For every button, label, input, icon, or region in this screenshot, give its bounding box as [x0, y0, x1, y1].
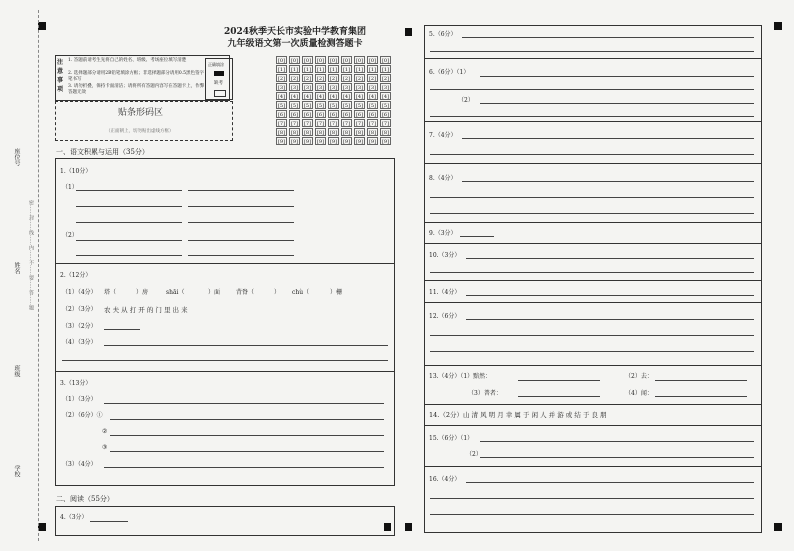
registration-mark-bottom-right	[774, 523, 782, 531]
right-sep	[424, 163, 762, 164]
side-label-class: 班级	[13, 365, 20, 377]
exam-number-bubble[interactable]: [0]	[381, 58, 390, 64]
q1-blank	[76, 222, 182, 223]
right-sep	[424, 404, 762, 405]
q3-part-3: （3）（4分）	[62, 461, 97, 468]
exam-number-bubble[interactable]: [1]	[368, 67, 377, 73]
exam-number-bubble[interactable]: [0]	[316, 58, 325, 64]
q3-blank	[110, 419, 384, 420]
q2-item: ）面	[208, 289, 221, 296]
exam-number-bubble[interactable]: [6]	[303, 112, 312, 118]
q2-blank	[104, 329, 140, 330]
exam-number-bubble[interactable]: [9]	[342, 139, 351, 145]
q13-part-3: （3）普者：	[468, 390, 502, 397]
q6-blank	[480, 103, 754, 104]
exam-number-bubble[interactable]: [0]	[290, 58, 299, 64]
notice-line-2: 2. 选择题部分请用2B铅笔填涂方框；非选择题部分请用0.5黑色签字笔书写	[68, 71, 205, 82]
section-1-title: 一、语文积累与运用（35分）	[56, 148, 149, 156]
q3-part-2b: ②	[102, 428, 108, 435]
exam-number-bubble[interactable]: [8]	[290, 130, 299, 136]
exam-number-bubble[interactable]: [4]	[381, 94, 390, 100]
exam-number-bubble[interactable]: [5]	[355, 103, 364, 109]
exam-number-column	[302, 56, 314, 146]
exam-number-bubble[interactable]: [7]	[381, 121, 390, 127]
q2-blank	[62, 360, 388, 361]
q1-blank	[188, 190, 294, 191]
barcode-hint: （正面朝上，切勿贴出虚线方框）	[106, 129, 174, 134]
exam-number-bubble[interactable]: [7]	[329, 121, 338, 127]
exam-number-bubble[interactable]: [5]	[303, 103, 312, 109]
exam-number-bubble[interactable]: [6]	[316, 112, 325, 118]
exam-number-bubble[interactable]: [5]	[329, 103, 338, 109]
q3-blank	[104, 467, 384, 468]
q12-blank	[430, 335, 754, 336]
notice-box	[55, 55, 230, 101]
registration-mark-top-right	[774, 22, 782, 30]
exam-number-bubble[interactable]: [6]	[329, 112, 338, 118]
q3-blank	[104, 403, 384, 404]
q2-item: ）	[274, 289, 281, 296]
exam-number-bubble[interactable]: [3]	[329, 85, 338, 91]
q15-blank	[480, 441, 754, 442]
exam-number-bubble[interactable]: [4]	[303, 94, 312, 100]
exam-number-bubble[interactable]: [7]	[290, 121, 299, 127]
q13-part-2: （2）去：	[625, 373, 653, 380]
exam-number-bubble[interactable]: [9]	[277, 139, 286, 145]
normal-fill-sample	[214, 71, 224, 76]
q6-blank	[480, 76, 754, 77]
q11-label: 11.（4分）	[429, 289, 461, 296]
left-sep-2	[55, 371, 395, 372]
exam-number-bubble[interactable]: [2]	[368, 76, 377, 82]
exam-number-bubble[interactable]: [1]	[290, 67, 299, 73]
q2-item: ）栅	[330, 289, 343, 296]
exam-number-bubble[interactable]: [5]	[342, 103, 351, 109]
absent-label: 缺考	[214, 81, 223, 86]
q8-blank	[462, 181, 754, 182]
exam-number-bubble[interactable]: [3]	[277, 85, 286, 91]
q4-blank	[90, 521, 128, 522]
exam-number-bubble[interactable]: [9]	[290, 139, 299, 145]
q1-blank	[188, 255, 294, 256]
q10-blank	[430, 272, 754, 273]
exam-number-bubble[interactable]: [3]	[355, 85, 364, 91]
exam-number-bubble[interactable]: [1]	[277, 67, 286, 73]
exam-number-column	[276, 56, 288, 146]
side-label-name: 姓名	[13, 262, 20, 274]
notice-line-3: 3. 请勿折叠，保持卡面清洁；请将所有答题内容写在答题卡上，作弊答题无效	[68, 84, 205, 95]
q5-blank	[462, 37, 754, 38]
right-sep	[424, 243, 762, 244]
q4-label: 4.（3分）	[60, 514, 88, 521]
exam-number-bubble[interactable]: [2]	[342, 76, 351, 82]
q6-blank	[430, 89, 754, 90]
exam-number-bubble[interactable]: [1]	[381, 67, 390, 73]
exam-number-bubble[interactable]: [2]	[316, 76, 325, 82]
exam-number-bubble[interactable]: [4]	[355, 94, 364, 100]
q13-blank	[518, 380, 600, 381]
q12-blank	[430, 351, 754, 352]
section-2-title: 二、阅读（55分）	[56, 495, 114, 503]
q2-part-2-text: 农 夫 从 打 开 的 门 里 出 来	[104, 306, 188, 314]
exam-number-bubble[interactable]: [6]	[290, 112, 299, 118]
exam-number-bubble[interactable]: [9]	[303, 139, 312, 145]
exam-number-bubble[interactable]: [8]	[355, 130, 364, 136]
q8-blank	[430, 213, 754, 214]
exam-number-bubble[interactable]: [7]	[277, 121, 286, 127]
q9-label: 9.（3分）	[429, 230, 457, 237]
q7-label: 7.（4分）	[429, 132, 457, 139]
exam-number-bubble[interactable]: [0]	[342, 58, 351, 64]
exam-number-bubble[interactable]: [5]	[277, 103, 286, 109]
exam-number-column	[289, 56, 301, 146]
exam-number-bubble[interactable]: [0]	[277, 58, 286, 64]
exam-number-bubble[interactable]: [4]	[316, 94, 325, 100]
exam-number-bubble[interactable]: [8]	[303, 130, 312, 136]
exam-number-bubble[interactable]: [4]	[329, 94, 338, 100]
q8-label: 8.（4分）	[429, 175, 457, 182]
q10-blank	[466, 258, 754, 259]
left-answer-box-1	[55, 158, 395, 486]
exam-number-bubble[interactable]: [5]	[290, 103, 299, 109]
exam-number-bubble[interactable]: [0]	[355, 58, 364, 64]
exam-number-bubble[interactable]: [8]	[329, 130, 338, 136]
exam-number-bubble[interactable]: [3]	[368, 85, 377, 91]
binding-line	[38, 10, 39, 541]
exam-number-column	[380, 56, 392, 146]
q10-label: 10.（3分）	[429, 252, 461, 259]
exam-number-bubble[interactable]: [3]	[342, 85, 351, 91]
exam-number-bubble[interactable]: [7]	[303, 121, 312, 127]
right-sep	[424, 425, 762, 426]
exam-number-bubble[interactable]: [4]	[342, 94, 351, 100]
q12-label: 12.（6分）	[429, 313, 461, 320]
q6-blank	[430, 116, 754, 117]
q15-label: 15.（6分）（1）	[429, 435, 474, 442]
exam-number-bubble[interactable]: [9]	[368, 139, 377, 145]
exam-number-bubble[interactable]: [1]	[342, 67, 351, 73]
q13-blank	[655, 396, 747, 397]
q1-part-2: （2）	[62, 232, 78, 239]
q7-blank	[462, 138, 754, 139]
exam-number-bubble[interactable]: [8]	[316, 130, 325, 136]
side-label-school: 学校	[13, 465, 20, 477]
exam-number-column	[341, 56, 353, 146]
q16-blank	[430, 514, 754, 515]
notice-label: 注意事项	[57, 59, 64, 93]
exam-number-bubble[interactable]: [4]	[277, 94, 286, 100]
exam-number-bubble[interactable]: [5]	[381, 103, 390, 109]
exam-number-bubble[interactable]: [1]	[303, 67, 312, 73]
q13-part-4: （4）闻：	[625, 390, 653, 397]
registration-mark-bottom-left	[38, 523, 46, 531]
q16-label: 16.（4分）	[429, 476, 461, 483]
q2-part-3: （3）（2分）	[62, 323, 97, 330]
q5-blank	[430, 51, 754, 52]
q7-blank	[430, 154, 754, 155]
q1-blank	[76, 240, 182, 241]
exam-number-bubble[interactable]: [9]	[316, 139, 325, 145]
right-sep	[424, 121, 762, 122]
exam-number-bubble[interactable]: [1]	[316, 67, 325, 73]
q2-item: 背脊（	[236, 289, 255, 296]
exam-number-bubble[interactable]: [9]	[381, 139, 390, 145]
left-sep-1	[55, 263, 395, 264]
q13-blank	[655, 380, 747, 381]
q5-label: 5.（6分）	[429, 31, 457, 38]
exam-number-bubble[interactable]: [5]	[316, 103, 325, 109]
side-fold-warning: 密……封……线……内……不……要……答……题	[28, 200, 34, 310]
side-label-seat: 座位号	[13, 148, 20, 166]
exam-number-bubble[interactable]: [2]	[329, 76, 338, 82]
exam-number-bubble[interactable]: [9]	[329, 139, 338, 145]
registration-mark-top-left	[38, 22, 46, 30]
right-sep	[424, 280, 762, 281]
q16-blank	[430, 498, 754, 499]
exam-number-bubble[interactable]: [9]	[355, 139, 364, 145]
right-sep	[424, 365, 762, 366]
q1-blank	[188, 222, 294, 223]
q8-blank	[430, 197, 754, 198]
exam-number-bubble[interactable]: [8]	[368, 130, 377, 136]
normal-fill-label: 正确填涂	[208, 62, 224, 67]
exam-number-bubble[interactable]: [7]	[316, 121, 325, 127]
q3-label: 3.（13分）	[60, 380, 92, 387]
q14-label: 14.（2分）山 清 风 明 月 幸 属 于 闲 人 并 游 或 结 于 良 朋	[429, 411, 607, 419]
exam-number-bubble[interactable]: [3]	[303, 85, 312, 91]
exam-number-bubble[interactable]: [2]	[355, 76, 364, 82]
exam-number-bubble[interactable]: [6]	[355, 112, 364, 118]
q2-item: 塔（	[104, 289, 117, 296]
exam-number-bubble[interactable]: [0]	[368, 58, 377, 64]
exam-number-bubble[interactable]: [6]	[381, 112, 390, 118]
notice-line-1: 1. 答题前请考生先将自己的姓名、班级、考场座位填写清楚	[68, 58, 187, 63]
exam-number-bubble[interactable]: [0]	[329, 58, 338, 64]
q12-blank	[466, 319, 754, 320]
q13-label: 13.（4分）（1）黯然：	[429, 373, 492, 380]
exam-number-bubble[interactable]: [1]	[329, 67, 338, 73]
q13-blank	[518, 396, 600, 397]
q3-part-2c: ③	[102, 444, 108, 451]
q3-blank	[110, 435, 384, 436]
exam-number-bubble[interactable]: [0]	[303, 58, 312, 64]
exam-number-bubble[interactable]: [4]	[290, 94, 299, 100]
q2-part-2: （2）（3分）	[62, 306, 97, 313]
exam-title-1: 2024秋季天长市实验中学教育集团	[223, 27, 367, 37]
q11-blank	[466, 295, 754, 296]
q2-part-1: （1）（4分）	[62, 289, 97, 296]
exam-number-bubble[interactable]: [5]	[368, 103, 377, 109]
q2-item: chù（	[292, 289, 310, 296]
exam-number-bubble[interactable]: [2]	[303, 76, 312, 82]
fill-example-box	[205, 58, 233, 100]
exam-number-column	[354, 56, 366, 146]
q1-blank	[188, 240, 294, 241]
exam-number-bubble[interactable]: [7]	[368, 121, 377, 127]
exam-number-bubble[interactable]: [3]	[381, 85, 390, 91]
exam-number-bubble[interactable]: [8]	[342, 130, 351, 136]
right-sep	[424, 302, 762, 303]
q6-part-2: （2）	[458, 97, 474, 104]
q3-part-2: （2）（6分）①	[62, 412, 103, 419]
q2-item: shāi（	[166, 289, 185, 296]
q1-blank	[188, 206, 294, 207]
q3-blank	[110, 451, 384, 452]
q1-part-1: （1）	[62, 184, 78, 191]
q2-item: ）房	[136, 289, 149, 296]
q2-part-4: （4）（3分）	[62, 339, 97, 346]
exam-number-bubble[interactable]: [7]	[355, 121, 364, 127]
q1-blank	[76, 190, 182, 191]
exam-number-bubble[interactable]: [7]	[342, 121, 351, 127]
exam-number-bubble[interactable]: [3]	[290, 85, 299, 91]
q1-blank	[76, 206, 182, 207]
exam-number-column	[328, 56, 340, 146]
exam-number-bubble[interactable]: [6]	[277, 112, 286, 118]
right-sep	[424, 466, 762, 467]
exam-number-column	[367, 56, 379, 146]
right-sep	[424, 222, 762, 223]
barcode-title: 贴条形码区	[118, 108, 164, 118]
q15-part-2: （2）	[466, 451, 482, 458]
exam-number-bubble[interactable]: [2]	[381, 76, 390, 82]
q6-label: 6.（6分）（1）	[429, 69, 470, 76]
exam-number-bubble[interactable]: [2]	[290, 76, 299, 82]
exam-title-2: 九年级语文第一次质量检测答题卡	[227, 39, 363, 49]
q16-blank	[466, 482, 754, 483]
q2-blank	[104, 345, 388, 346]
q3-part-1: （1）（3分）	[62, 396, 97, 403]
q1-blank	[76, 255, 182, 256]
exam-number-bubble[interactable]: [4]	[368, 94, 377, 100]
exam-number-bubble[interactable]: [8]	[381, 130, 390, 136]
barcode-area	[55, 101, 233, 141]
q2-label: 2.（12分）	[60, 272, 92, 279]
right-sep	[424, 58, 762, 59]
exam-number-bubble[interactable]: [6]	[368, 112, 377, 118]
exam-number-bubble[interactable]: [1]	[355, 67, 364, 73]
q15-blank	[480, 457, 754, 458]
exam-number-bubble[interactable]: [3]	[316, 85, 325, 91]
exam-number-bubble[interactable]: [6]	[342, 112, 351, 118]
registration-mark-mid-right	[405, 523, 412, 531]
q9-blank	[460, 236, 494, 237]
absent-checkbox[interactable]	[214, 90, 226, 97]
exam-number-column	[315, 56, 327, 146]
exam-number-bubble[interactable]: [2]	[277, 76, 286, 82]
q1-label: 1.（10分）	[60, 168, 92, 175]
exam-number-bubble[interactable]: [8]	[277, 130, 286, 136]
